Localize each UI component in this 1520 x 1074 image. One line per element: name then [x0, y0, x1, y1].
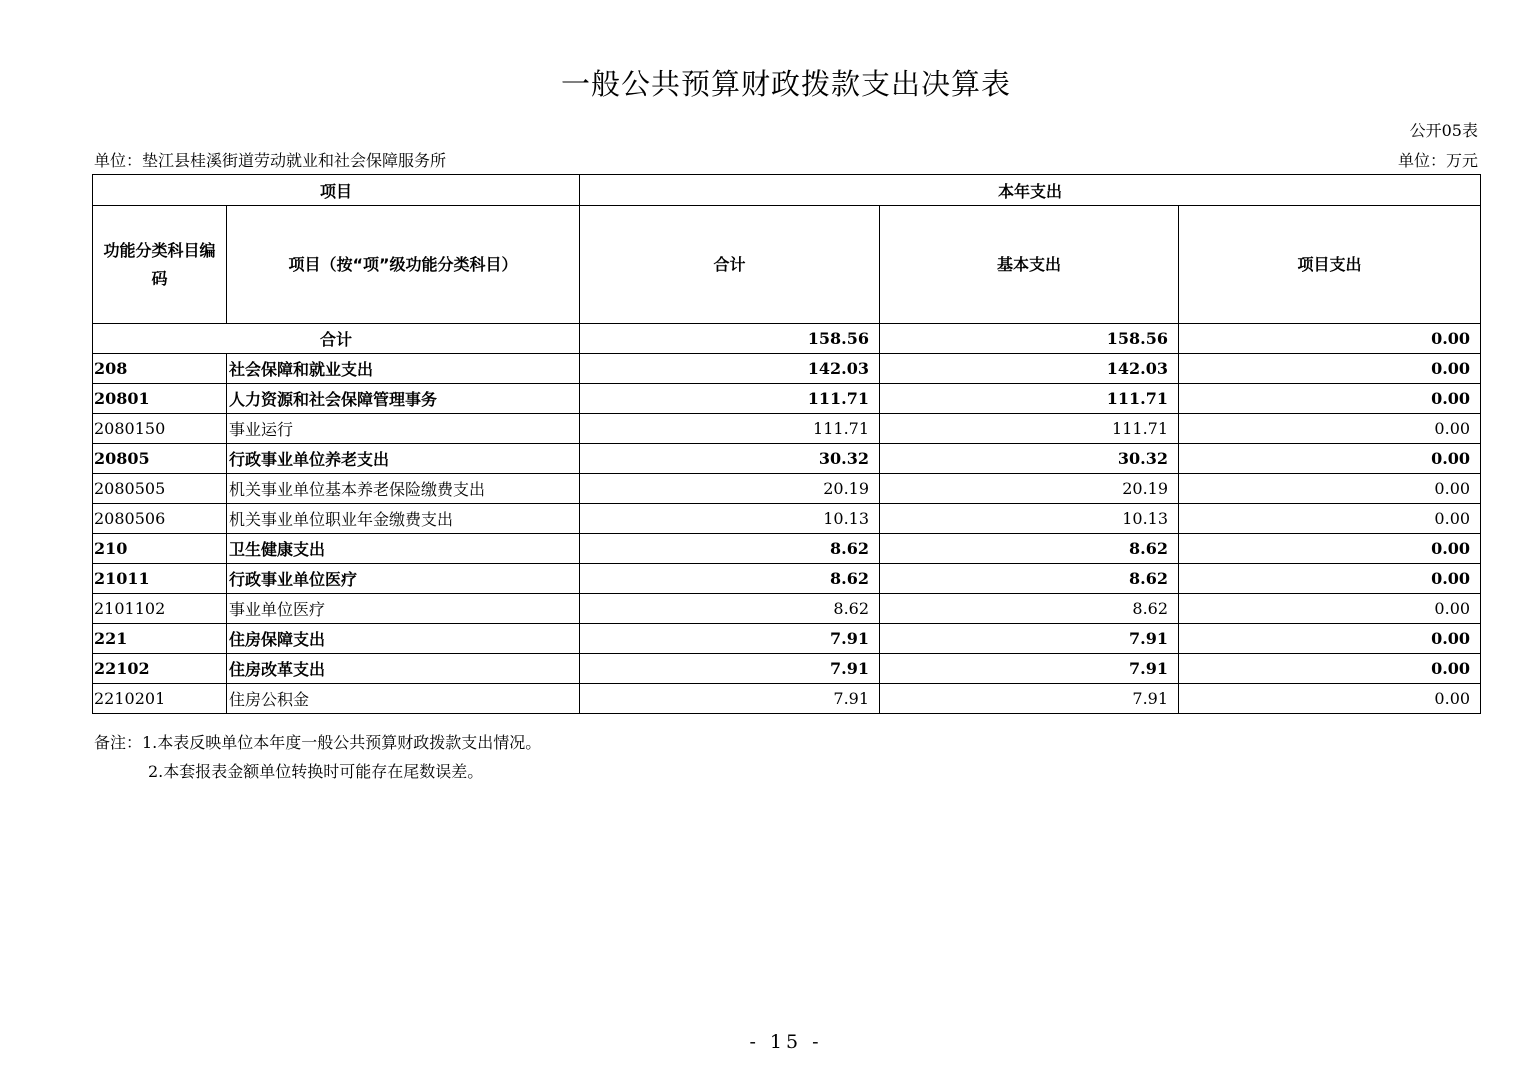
- row-total: 7.91: [580, 654, 880, 684]
- note-line-2: 2.本套报表金额单位转换时可能存在尾数误差。: [148, 762, 484, 781]
- row-code: 20805: [93, 444, 227, 474]
- row-code: 2080506: [93, 504, 227, 534]
- row-name: 机关事业单位职业年金缴费支出: [227, 504, 580, 534]
- form-number: 公开05表: [1409, 121, 1478, 140]
- row-total: 142.03: [580, 354, 880, 384]
- header-item-name: 项目（按“项”级功能分类科目）: [227, 206, 580, 324]
- header-current-year: 本年支出: [580, 175, 1481, 206]
- row-total: 8.62: [580, 534, 880, 564]
- header-project-exp: 项目支出: [1179, 206, 1481, 324]
- row-code: 208: [93, 354, 227, 384]
- row-name: 事业单位医疗: [227, 594, 580, 624]
- row-basic: 111.71: [880, 414, 1179, 444]
- row-name: 卫生健康支出: [227, 534, 580, 564]
- row-project: 0.00: [1179, 534, 1481, 564]
- row-basic: 8.62: [880, 564, 1179, 594]
- header-total: 合计: [580, 206, 880, 324]
- row-basic: 8.62: [880, 594, 1179, 624]
- table-row: [93, 684, 1481, 714]
- row-name: 机关事业单位基本养老保险缴费支出: [227, 474, 580, 504]
- table-row: [93, 534, 1481, 564]
- row-project: 0.00: [1179, 354, 1481, 384]
- row-code: 22102: [93, 654, 227, 684]
- row-code: 21011: [93, 564, 227, 594]
- header-project: 项目: [93, 175, 580, 206]
- table-row: [93, 354, 1481, 384]
- row-code: 221: [93, 624, 227, 654]
- row-code: 2210201: [93, 684, 227, 714]
- row-code: 2101102: [93, 594, 227, 624]
- row-total: 30.32: [580, 444, 880, 474]
- page-title: 一般公共预算财政拨款支出决算表: [560, 67, 1011, 101]
- unit-organization: 单位：垫江县桂溪街道劳动就业和社会保障服务所: [94, 151, 447, 170]
- table-row: [93, 504, 1481, 534]
- row-total: 111.71: [580, 414, 880, 444]
- row-total: 20.19: [580, 474, 880, 504]
- table-row: [93, 654, 1481, 684]
- row-name: 行政事业单位养老支出: [227, 444, 580, 474]
- row-total: 7.91: [580, 684, 880, 714]
- row-code: 2080150: [93, 414, 227, 444]
- note-line-1: 备注：1.本表反映单位本年度一般公共预算财政拨款支出情况。: [94, 733, 542, 752]
- row-project: 0.00: [1179, 384, 1481, 414]
- row-project: 0.00: [1179, 504, 1481, 534]
- row-code: 2080505: [93, 474, 227, 504]
- table-row: [93, 564, 1481, 594]
- row-total: 8.62: [580, 564, 880, 594]
- row-basic: 111.71: [880, 384, 1179, 414]
- row-name: 社会保障和就业支出: [227, 354, 580, 384]
- row-basic: 10.13: [880, 504, 1179, 534]
- table-row: [93, 594, 1481, 624]
- row-project: 0.00: [1179, 474, 1481, 504]
- page-number: - 15 -: [749, 1031, 823, 1053]
- row-basic: 7.91: [880, 654, 1179, 684]
- row-project: 0.00: [1179, 654, 1481, 684]
- row-total: 111.71: [580, 384, 880, 414]
- row-total: 10.13: [580, 504, 880, 534]
- row-basic: 20.19: [880, 474, 1179, 504]
- row-code: 20801: [93, 384, 227, 414]
- total-label: 合计: [93, 324, 580, 354]
- row-basic: 8.62: [880, 534, 1179, 564]
- total-row: [93, 324, 1481, 354]
- row-name: 住房改革支出: [227, 654, 580, 684]
- row-basic: 7.91: [880, 624, 1179, 654]
- table-row: [93, 414, 1481, 444]
- header-row-2: [93, 206, 1481, 324]
- total-basic: 158.56: [880, 324, 1179, 354]
- row-project: 0.00: [1179, 414, 1481, 444]
- row-total: 7.91: [580, 624, 880, 654]
- row-basic: 30.32: [880, 444, 1179, 474]
- table-row: [93, 624, 1481, 654]
- header-code: 功能分类科目编码: [93, 206, 227, 324]
- row-total: 8.62: [580, 594, 880, 624]
- row-name: 行政事业单位医疗: [227, 564, 580, 594]
- row-name: 住房保障支出: [227, 624, 580, 654]
- total-total: 158.56: [580, 324, 880, 354]
- row-basic: 142.03: [880, 354, 1179, 384]
- unit-currency: 单位：万元: [1397, 151, 1478, 170]
- row-project: 0.00: [1179, 684, 1481, 714]
- total-project: 0.00: [1179, 324, 1481, 354]
- row-name: 事业运行: [227, 414, 580, 444]
- expenditure-table: [92, 174, 1481, 714]
- header-row-1: [93, 175, 1481, 206]
- row-project: 0.00: [1179, 444, 1481, 474]
- row-code: 210: [93, 534, 227, 564]
- row-project: 0.00: [1179, 564, 1481, 594]
- row-basic: 7.91: [880, 684, 1179, 714]
- table-row: [93, 384, 1481, 414]
- table-row: [93, 444, 1481, 474]
- table-row: [93, 474, 1481, 504]
- header-basic: 基本支出: [880, 206, 1179, 324]
- row-name: 住房公积金: [227, 684, 580, 714]
- row-project: 0.00: [1179, 624, 1481, 654]
- row-project: 0.00: [1179, 594, 1481, 624]
- row-name: 人力资源和社会保障管理事务: [227, 384, 580, 414]
